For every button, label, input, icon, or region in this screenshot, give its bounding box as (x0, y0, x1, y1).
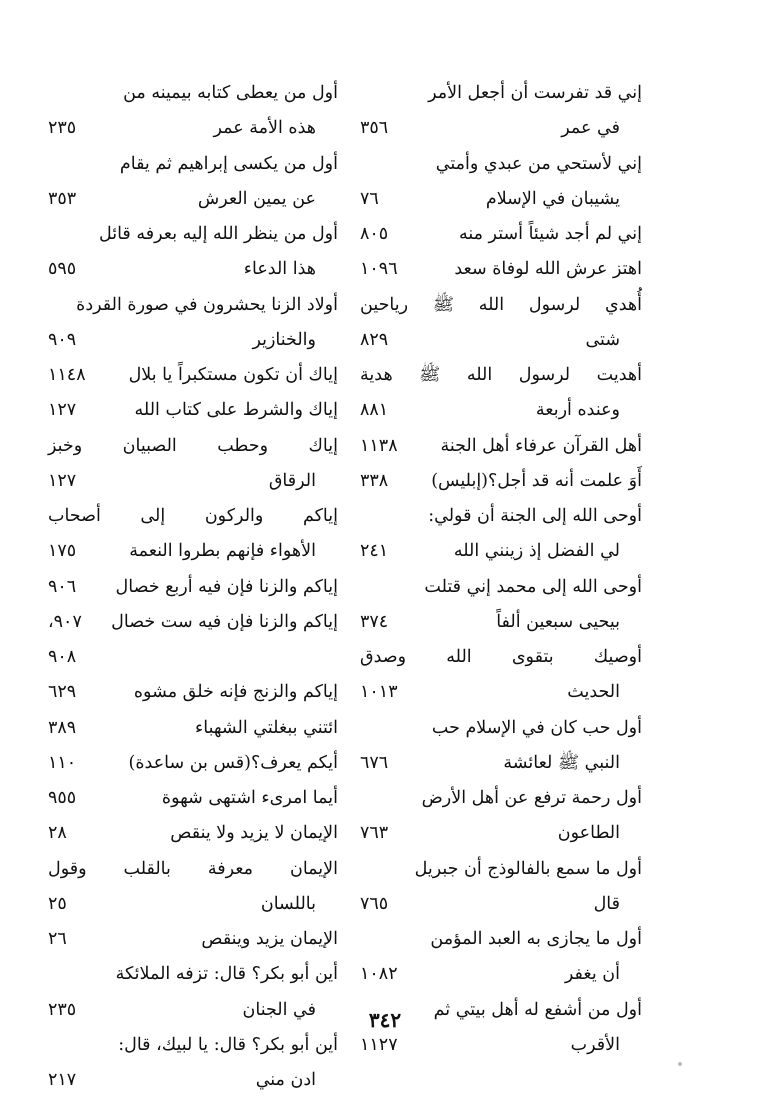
entry-page-number: ٢٤١ (360, 541, 389, 562)
entry-page-number: ٩٠٧، (48, 611, 82, 632)
index-entry-line (48, 922, 338, 957)
index-entry-line (360, 957, 642, 992)
index-entry-line (48, 534, 338, 569)
entry-continuation-text: في الجنان (242, 999, 316, 1020)
entry-continuation-text: الحديث (567, 682, 620, 703)
index-entry-line (360, 147, 642, 182)
entry-page-number: ٩٠٦ (48, 576, 77, 597)
index-entry-line (360, 1028, 642, 1063)
entry-page-number: ١١٤٨ (48, 365, 86, 385)
index-column-left (48, 76, 338, 1090)
index-entry-line (48, 393, 338, 428)
entry-continuation-text: والخنازير (252, 329, 316, 350)
entry-page-number: ١٠١٣ (360, 682, 398, 703)
entry-continuation-text: الرقاق (268, 470, 316, 491)
entry-text: أول من يكسى إبراهيم ثم يقام (119, 153, 338, 174)
index-entry-line (360, 887, 642, 922)
entry-continuation-text: لي الفضل إذ زينني الله (453, 541, 620, 562)
index-entry-line (48, 147, 338, 182)
index-entry-line (360, 76, 642, 111)
entry-continuation-text: باللسان (260, 893, 316, 914)
entry-text: أوصيك بتقوى الله وصدق (360, 647, 642, 667)
entry-page-number: ٧٦ (360, 188, 379, 209)
entry-text: أوحى الله إلى الجنة أن قولي: (428, 506, 642, 526)
entry-continuation-text: في عمر (561, 118, 620, 139)
entry-continuation-text: عن يمين العرش (197, 188, 316, 209)
index-entry-line (48, 605, 338, 640)
entry-page-number: ١٧٥ (48, 541, 77, 562)
entry-continuation-text: الأقرب (570, 1034, 620, 1055)
entry-page-number: ١٠٩٦ (360, 259, 398, 280)
index-entry-line (48, 640, 338, 675)
entry-text: أول ما يجازى به العبد المؤمن (430, 929, 642, 949)
entry-text: أهديت لرسول الله ﷺ هدية (360, 365, 642, 385)
entry-page-number: ٣٣٨ (360, 470, 389, 491)
entry-text: أُهدي لرسول الله ﷺ رياحين (360, 294, 642, 315)
index-entry-line (360, 781, 642, 816)
entry-text: الإيمان لا يزيد ولا ينقص (170, 823, 338, 844)
entry-continuation-text: قال (593, 893, 620, 914)
entry-page-number: ٩٠٩ (48, 329, 77, 350)
entry-text: أول حب كان في الإسلام حب (431, 717, 642, 738)
entry-text: أين أبو بكر؟ قال: تزفه الملائكة (115, 964, 338, 985)
index-entry-line (48, 887, 338, 922)
index-entry-line (360, 922, 642, 957)
index-entry-line (360, 534, 642, 569)
entry-page-number: ٣٥٦ (360, 118, 389, 139)
index-entry-line (48, 1063, 338, 1098)
index-entry-line (48, 217, 338, 252)
entry-continuation-text: بيحيى سبعين ألفاً (496, 611, 620, 632)
index-entry-line (360, 852, 642, 887)
entry-text: أول ما سمع بالفالوذج أن جبريل (414, 858, 642, 879)
index-entry-line (48, 957, 338, 992)
index-entry-line (48, 288, 338, 323)
index-entry-line (48, 464, 338, 499)
entry-continuation-text: هذا الدعاء (243, 259, 316, 280)
entry-page-number: ١٠٨٢ (360, 964, 398, 985)
index-entry-line (48, 429, 338, 464)
index-entry-line (360, 252, 642, 287)
entry-page-number: ٩٠٨ (48, 647, 77, 667)
entry-page-number: ٨٢٩ (360, 329, 389, 350)
index-entry-line (360, 464, 642, 499)
index-entry-line (360, 746, 642, 781)
entry-page-number: ٢٣٥ (48, 118, 77, 139)
index-entry-line (360, 111, 642, 146)
entry-page-number: ٦٢٩ (48, 682, 77, 703)
entry-text: إياك أن تكون مستكبراً يا بلال (128, 365, 338, 385)
index-entry-line (48, 781, 338, 816)
index-entry-line (48, 76, 338, 111)
entry-continuation-text: هذه الأمة عمر (213, 118, 316, 139)
entry-text: إياكم والزنا فإن فيه أربع خصال (115, 576, 338, 597)
entry-page-number: ٢٣٥ (48, 999, 77, 1020)
index-entry-line (360, 393, 642, 428)
entry-page-number: ٨٠٥ (360, 224, 389, 244)
entry-continuation-text: أن يغفر (564, 964, 620, 985)
entry-page-number: ١١٣٨ (360, 435, 398, 456)
index-entry-line (48, 1028, 338, 1063)
index-entry-line (360, 816, 642, 851)
index-entry-line (48, 570, 338, 605)
index-entry-line (360, 182, 642, 217)
index-entry-line (48, 111, 338, 146)
entry-continuation-text: الطاعون (557, 823, 620, 844)
index-entry-line (360, 499, 642, 534)
index-entry-line (48, 816, 338, 851)
entry-continuation-text: يشيبان في الإسلام (485, 188, 620, 209)
index-entry-line (360, 429, 642, 464)
index-entry-line (360, 323, 642, 358)
entry-text: إياكم والزنج فإنه خلق مشوه (133, 682, 338, 703)
entry-page-number: ١١٢٧ (360, 1034, 398, 1055)
entry-page-number: ٨٨١ (360, 400, 389, 421)
index-entry-line (48, 852, 338, 887)
entry-page-number: ٢٥ (48, 893, 67, 914)
entry-text: إياكم والزنا فإن فيه ست خصال (111, 611, 338, 632)
entry-continuation-text: الأهواء فإنهم بطروا النعمة (129, 541, 316, 562)
index-entry-line (360, 640, 642, 675)
index-entry-line (360, 288, 642, 323)
index-entry-line (360, 711, 642, 746)
index-entry-line (360, 217, 642, 252)
entry-page-number: ٢٦ (48, 929, 67, 949)
entry-text: أهل القرآن عرفاء أهل الجنة (440, 435, 642, 456)
entry-page-number: ٣٧٤ (360, 611, 389, 632)
entry-page-number: ٣٨٩ (48, 717, 77, 738)
index-entry-line (360, 358, 642, 393)
entry-text: أين أبو بكر؟ قال: يا لبيك، قال: (118, 1034, 338, 1055)
page-number: ٣٤٢ (368, 1008, 402, 1032)
entry-text: أولاد الزنا يحشرون في صورة القردة (76, 294, 338, 315)
entry-text: أول من ينظر الله إليه بعرفه قائل (98, 224, 338, 244)
entry-continuation-text: النبي ﷺ لعائشة (503, 752, 620, 773)
entry-text: إني لم أجد شيئاً أستر منه (458, 224, 642, 244)
entry-text: الإيمان معرفة بالقلب وقول (48, 858, 338, 879)
index-entry-line (48, 358, 338, 393)
entry-page-number: ٩٥٥ (48, 788, 77, 808)
index-entry-line (48, 711, 338, 746)
entry-text: إني لأستحي من عبدي وأمتي (435, 153, 642, 174)
entry-continuation-text: وعنده أربعة (535, 400, 620, 421)
index-entry-line (48, 499, 338, 534)
index-entry-line (48, 323, 338, 358)
entry-page-number: ٦٧٦ (360, 752, 389, 773)
scan-speck (678, 1062, 682, 1066)
entry-continuation-text: شتى (585, 329, 620, 350)
entry-page-number: ١٢٧ (48, 470, 77, 491)
entry-text: إني قد تفرست أن أجعل الأمر (428, 83, 642, 103)
entry-page-number: ٧٦٣ (360, 823, 389, 844)
index-entry-line (360, 675, 642, 710)
index-entry-line (48, 746, 338, 781)
index-entry-line (360, 605, 642, 640)
index-entry-line (48, 182, 338, 217)
entry-text: أَوَ علمت أنه قد أجل؟(إبليس) (431, 470, 642, 491)
entry-page-number: ٥٩٥ (48, 259, 77, 280)
index-entry-line (48, 675, 338, 710)
entry-page-number: ١٢٧ (48, 400, 77, 421)
entry-text: أيما امرىء اشتهى شهوة (161, 788, 338, 808)
entry-text: اهتز عرش الله لوفاة سعد (454, 259, 642, 280)
entry-text: إياكم والركون إلى أصحاب (48, 506, 338, 526)
index-entry-line (48, 252, 338, 287)
entry-continuation-text: ادن مني (255, 1070, 316, 1090)
entry-text: أيكم يعرف؟(قس بن ساعدة) (128, 752, 338, 773)
entry-text: أول من يعطى كتابه بيمينه من (123, 83, 338, 103)
entry-text: أول رحمة ترفع عن أهل الأرض (421, 788, 642, 808)
entry-text: إياك والشرط على كتاب الله (134, 400, 338, 421)
entry-page-number: ١١٠ (48, 752, 77, 773)
entry-text: أوحى الله إلى محمد إني قتلت (424, 576, 642, 597)
entry-text: الإيمان يزيد وينقص (201, 929, 338, 949)
entry-page-number: ٢١٧ (48, 1070, 77, 1090)
entry-text: أول من أشفع له أهل بيتي ثم (433, 999, 642, 1020)
entry-page-number: ٧٦٥ (360, 893, 389, 914)
index-entry-line (360, 570, 642, 605)
entry-text: إياك وحطب الصبيان وخبز (48, 435, 338, 456)
entry-page-number: ٣٥٣ (48, 188, 77, 209)
entry-text: ائتني ببغلتي الشهباء (195, 717, 338, 738)
entry-page-number: ٢٨ (48, 823, 67, 844)
